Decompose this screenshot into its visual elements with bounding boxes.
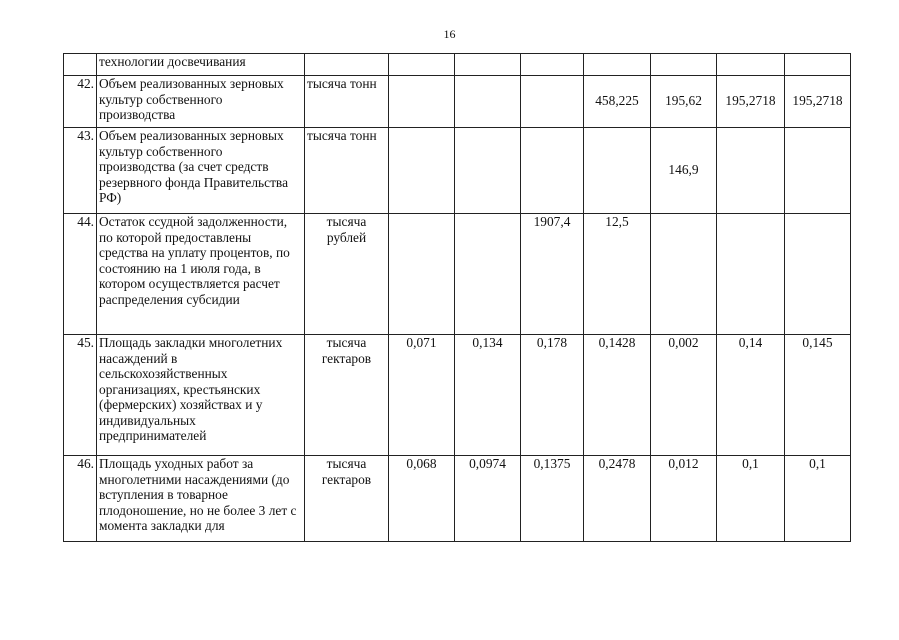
table-row	[64, 335, 851, 456]
value-cell	[785, 128, 851, 214]
row-number: 44.	[64, 214, 97, 335]
value-cell	[521, 128, 584, 214]
value-cell: 0,1	[717, 456, 785, 542]
unit-cell: тысяча тонн	[305, 128, 389, 214]
value-cell: 195,2718	[785, 76, 851, 128]
value-cell: 0,1	[785, 456, 851, 542]
indicator-table	[63, 53, 851, 542]
value-cell	[389, 76, 455, 128]
table-row	[64, 54, 851, 76]
value-cell: 195,62	[651, 76, 717, 128]
value-cell	[455, 128, 521, 214]
table-row	[64, 76, 851, 128]
value-cell: 0,2478	[584, 456, 651, 542]
value-cell: 195,2718	[717, 76, 785, 128]
value-cell	[584, 54, 651, 76]
value-cell	[717, 54, 785, 76]
value-cell: 12,5	[584, 214, 651, 335]
value-cell	[584, 128, 651, 214]
value-cell: 0,0974	[455, 456, 521, 542]
row-number	[64, 54, 97, 76]
page-number: 16	[443, 27, 456, 41]
unit-cell: тысяча гектаров	[305, 456, 389, 542]
table-row	[64, 128, 851, 214]
unit-cell: тысяча тонн	[305, 76, 389, 128]
indicator-name: Остаток ссудной задолженности, по которой предоставлены средства на уплату процентов, по состоянию на 1 июля года, в котором осуществляется расчет распределения субсидии	[97, 214, 305, 335]
table-row	[64, 214, 851, 335]
value-cell	[521, 54, 584, 76]
row-number: 42.	[64, 76, 97, 128]
value-cell	[389, 54, 455, 76]
value-cell	[785, 214, 851, 335]
value-cell	[455, 76, 521, 128]
value-cell: 0,134	[455, 335, 521, 456]
indicator-name: Объем реализованных зерновых культур собственного производства (за счет средств резервного фонда Правительства РФ)	[97, 128, 305, 214]
value-cell: 0,1428	[584, 335, 651, 456]
value-cell: 0,178	[521, 335, 584, 456]
value-cell: 0,002	[651, 335, 717, 456]
value-cell: 458,225	[584, 76, 651, 128]
value-cell	[455, 54, 521, 76]
row-number: 46.	[64, 456, 97, 542]
value-cell: 0,068	[389, 456, 455, 542]
indicator-name: Площадь уходных работ за многолетними насаждениями (до вступления в товарное плодоношение, но не более 3 лет с момента закладки для	[97, 456, 305, 542]
value-cell: 146,9	[651, 128, 717, 214]
value-cell: 0,145	[785, 335, 851, 456]
table-row	[64, 456, 851, 542]
unit-cell	[305, 54, 389, 76]
row-number: 43.	[64, 128, 97, 214]
value-cell	[717, 128, 785, 214]
value-cell: 0,012	[651, 456, 717, 542]
value-cell	[389, 128, 455, 214]
value-cell: 0,14	[717, 335, 785, 456]
value-cell	[651, 54, 717, 76]
value-cell	[785, 54, 851, 76]
value-cell: 1907,4	[521, 214, 584, 335]
value-cell	[651, 214, 717, 335]
indicator-name: Объем реализованных зерновых культур собственного производства	[97, 76, 305, 128]
value-cell: 0,071	[389, 335, 455, 456]
unit-cell: тысяча рублей	[305, 214, 389, 335]
unit-cell: тысяча гектаров	[305, 335, 389, 456]
value-cell	[455, 214, 521, 335]
row-number: 45.	[64, 335, 97, 456]
value-cell	[521, 76, 584, 128]
value-cell	[389, 214, 455, 335]
indicator-name: технологии досвечивания	[97, 54, 305, 76]
value-cell: 0,1375	[521, 456, 584, 542]
indicator-name: Площадь закладки многолетних насаждений в сельскохозяйственных организациях, крестьянских (фермерских) хозяйствах и у индивидуальных предпринимателей	[97, 335, 305, 456]
value-cell	[717, 214, 785, 335]
